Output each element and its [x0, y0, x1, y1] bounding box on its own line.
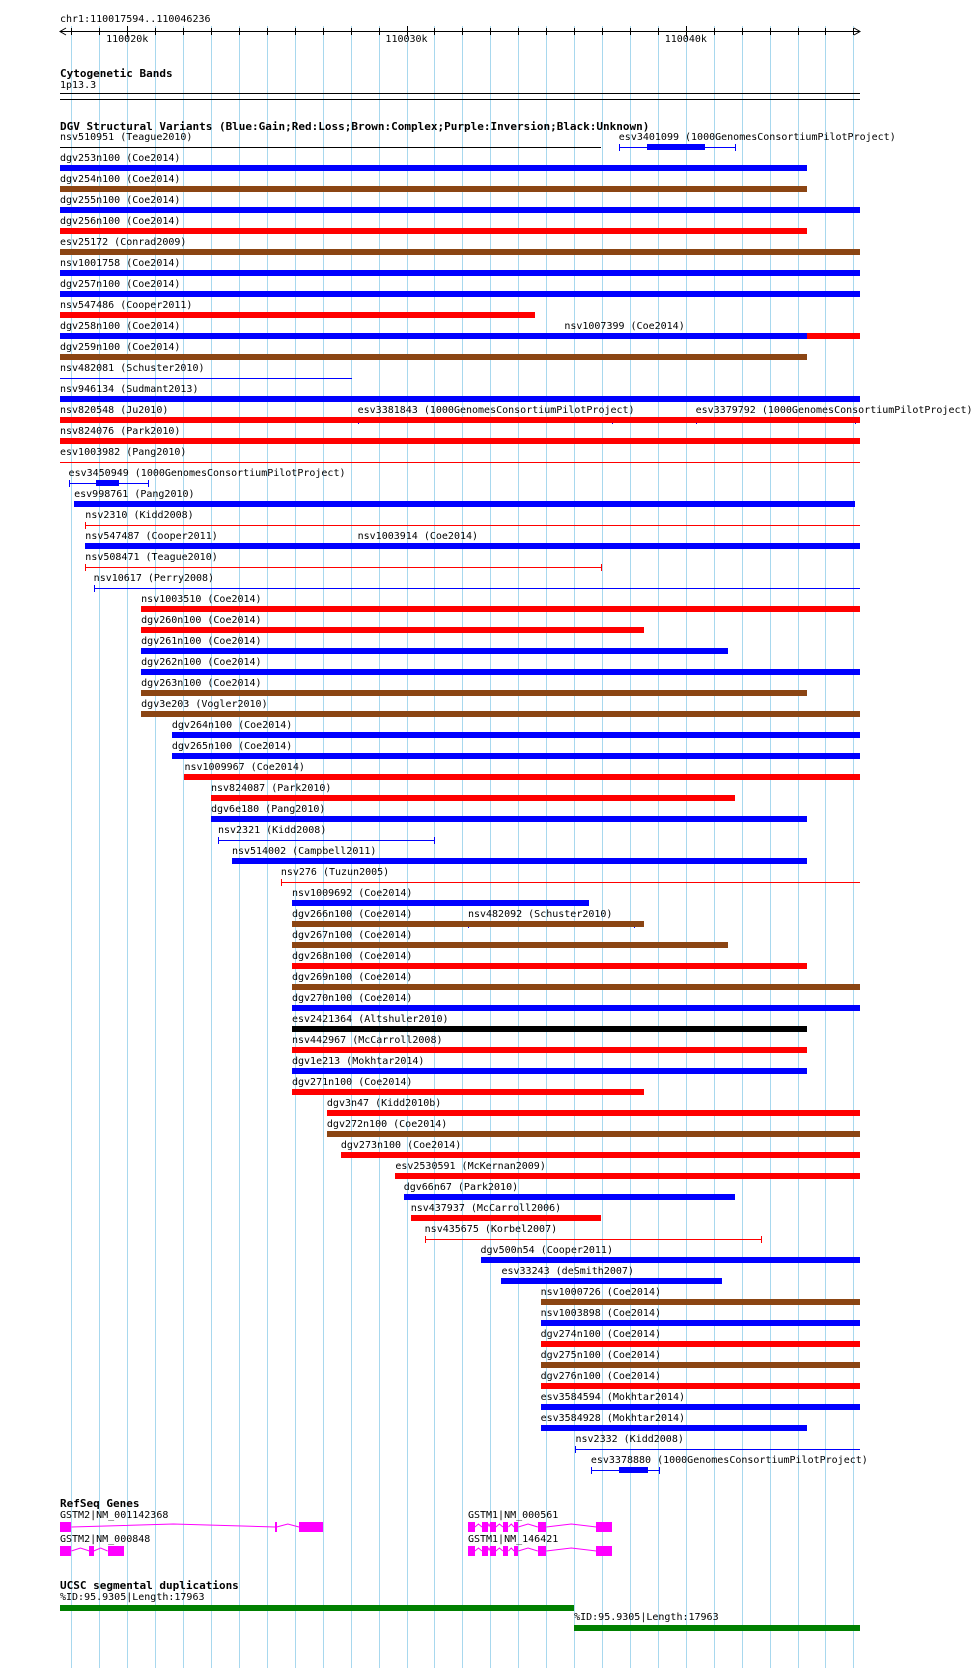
dgv-feature-bar[interactable] [232, 858, 807, 864]
dgv-feature-label: esv3584594 (Mokhtar2014) [540, 1392, 686, 1403]
refseq-gene-label: GSTM2|NM_001142368 [60, 1510, 169, 1521]
segdup-bar[interactable] [574, 1625, 860, 1631]
dgv-feature-label: dgv276n100 (Coe2014) [540, 1371, 661, 1382]
dgv-feature-label: nsv1001758 (Coe2014) [60, 258, 181, 269]
dgv-feature-label: esv3381843 (1000GenomesConsortiumPilotProject) [357, 405, 635, 416]
dgv-feature-label: esv998761 (Pang2010) [74, 489, 195, 500]
refseq-exon[interactable] [299, 1522, 323, 1532]
dgv-feature-label: nsv547486 (Cooper2011) [60, 300, 193, 311]
dgv-feature-cap [659, 1467, 660, 1474]
dgv-feature-line[interactable] [60, 147, 601, 148]
dgv-feature-bar[interactable] [141, 606, 860, 612]
dgv-feature-label: nsv1007399 (Coe2014) [564, 321, 685, 332]
refseq-exon[interactable] [596, 1546, 611, 1556]
dgv-feature-label: dgv500n54 (Cooper2011) [480, 1245, 613, 1256]
segdup-label: %ID:95.9305|Length:17963 [60, 1592, 205, 1603]
dgv-feature-bar[interactable] [85, 543, 860, 549]
dgv-feature-line[interactable] [60, 378, 352, 379]
dgv-feature-label: dgv6e180 (Pang2010) [210, 804, 326, 815]
dgv-feature-label: esv3378880 (1000GenomesConsortiumPilotProject) [590, 1455, 868, 1466]
dgv-feature-cap [85, 522, 86, 529]
refseq-track-title: RefSeq Genes [60, 1497, 140, 1510]
dgv-feature-label: esv33243 (deSmith2007) [501, 1266, 634, 1277]
dgv-feature-bar[interactable] [141, 627, 644, 633]
dgv-feature-label: nsv2332 (Kidd2008) [575, 1434, 684, 1445]
dgv-feature-label: nsv2310 (Kidd2008) [85, 510, 194, 521]
dgv-feature-label: dgv263n100 (Coe2014) [141, 678, 262, 689]
dgv-feature-cap [281, 879, 282, 886]
ruler-tick-label: 110020k [106, 34, 149, 45]
dgv-feature-label: nsv510951 (Teague2010) [60, 132, 193, 143]
dgv-feature-label: nsv482081 (Schuster2010) [60, 363, 205, 374]
dgv-feature-bar[interactable] [541, 1320, 860, 1326]
dgv-feature-line[interactable] [281, 882, 860, 883]
dgv-feature-cap [94, 585, 95, 592]
dgv-feature-bar[interactable] [60, 312, 535, 318]
dgv-feature-label: dgv257n100 (Coe2014) [60, 279, 181, 290]
dgv-feature-cap [69, 480, 70, 487]
dgv-feature-line[interactable] [218, 840, 434, 841]
dgv-feature-label: dgv275n100 (Coe2014) [540, 1350, 661, 1361]
dgv-feature-bar[interactable] [60, 228, 807, 234]
dgv-feature-bar[interactable] [60, 291, 860, 297]
dgv-feature-label: nsv1003914 (Coe2014) [357, 531, 479, 542]
refseq-exon[interactable] [503, 1522, 509, 1532]
refseq-exon[interactable] [468, 1546, 475, 1556]
cytoband-label: 1p13.3 [60, 80, 97, 91]
dgv-feature-label: esv2421364 (Altshuler2010) [291, 1014, 449, 1025]
dgv-feature-bar[interactable] [141, 690, 807, 696]
dgv-feature-bar[interactable] [541, 1341, 860, 1347]
dgv-feature-label: dgv268n100 (Coe2014) [291, 951, 413, 962]
ruler-location: chr1:110017594..110046236 [60, 14, 211, 25]
dgv-feature-bar[interactable] [292, 921, 644, 927]
dgv-feature-bar[interactable] [541, 1362, 860, 1368]
dgv-feature-label: nsv276 (Tuzun2005) [280, 867, 390, 878]
dgv-feature-core[interactable] [619, 1467, 648, 1473]
refseq-exon[interactable] [89, 1546, 93, 1556]
refseq-exon[interactable] [60, 1522, 71, 1532]
refseq-exon[interactable] [490, 1546, 496, 1556]
dgv-feature-bar[interactable] [141, 669, 860, 675]
dgv-feature-bar[interactable] [60, 396, 860, 402]
dgv-feature-label: dgv260n100 (Coe2014) [141, 615, 262, 626]
dgv-feature-bar[interactable] [211, 816, 807, 822]
dgv-feature-bar[interactable] [60, 270, 860, 276]
dgv-feature-bar[interactable] [292, 963, 807, 969]
dgv-feature-label: dgv274n100 (Coe2014) [540, 1329, 661, 1340]
dgv-feature-label: dgv262n100 (Coe2014) [141, 657, 262, 668]
dgv-feature-label: nsv482092 (Schuster2010) [467, 909, 613, 920]
dgv-feature-bar[interactable] [292, 1068, 807, 1074]
dgv-feature-label: dgv267n100 (Coe2014) [291, 930, 413, 941]
dgv-feature-bar[interactable] [184, 774, 860, 780]
dgv-feature-bar[interactable] [541, 1299, 860, 1305]
cytoband-track-title: Cytogenetic Bands [60, 67, 173, 80]
dgv-feature-label: nsv1009967 (Coe2014) [184, 762, 305, 773]
refseq-exon[interactable] [503, 1546, 509, 1556]
dgv-feature-bar[interactable] [292, 1047, 807, 1053]
dgv-feature-label: dgv264n100 (Coe2014) [171, 720, 293, 731]
dgv-feature-cap [619, 144, 620, 151]
dgv-feature-label: dgv270n100 (Coe2014) [291, 993, 413, 1004]
segdup-bar[interactable] [60, 1605, 574, 1611]
dgv-feature-label: nsv508471 (Teague2010) [85, 552, 218, 563]
dgv-feature-label: dgv66n67 (Park2010) [403, 1182, 519, 1193]
dgv-feature-label: nsv435675 (Korbel2007) [424, 1224, 558, 1235]
dgv-feature-bar[interactable] [395, 1173, 860, 1179]
refseq-gene-label: GSTM1|NM_000561 [467, 1510, 559, 1521]
dgv-feature-label: dgv265n100 (Coe2014) [171, 741, 293, 752]
dgv-feature-bar[interactable] [292, 1089, 644, 1095]
dgv-feature-cap [591, 1467, 592, 1474]
dgv-feature-label: dgv254n100 (Coe2014) [60, 174, 181, 185]
dgv-feature-label: dgv3e203 (Vogler2010) [141, 699, 268, 710]
dgv-feature-core[interactable] [96, 480, 118, 486]
dgv-feature-bar[interactable] [541, 1425, 808, 1431]
dgv-feature-label: dgv259n100 (Coe2014) [60, 342, 181, 353]
dgv-feature-label: nsv442967 (McCarroll2008) [291, 1035, 443, 1046]
dgv-feature-line[interactable] [425, 1239, 762, 1240]
refseq-exon[interactable] [514, 1546, 518, 1556]
dgv-feature-bar[interactable] [172, 753, 860, 759]
dgv-feature-label: esv3379792 (1000GenomesConsortiumPilotProject) [695, 405, 973, 416]
dgv-feature-bar[interactable] [60, 438, 860, 444]
dgv-feature-line[interactable] [60, 462, 860, 463]
dgv-feature-label: dgv255n100 (Coe2014) [60, 195, 181, 206]
refseq-exon[interactable] [538, 1522, 546, 1532]
dgv-feature-bar[interactable] [60, 354, 807, 360]
dgv-feature-bar[interactable] [292, 1005, 860, 1011]
dgv-feature-label: esv2530591 (McKernan2009) [395, 1161, 546, 1172]
dgv-track-title: DGV Structural Variants (Blue:Gain;Red:Loss;Brown:Complex;Purple:Inversion;Black:Unknown) [60, 120, 650, 133]
dgv-feature-cap [575, 1446, 576, 1453]
dgv-feature-label: nsv10617 (Perry2008) [93, 573, 215, 584]
dgv-feature-bar[interactable] [292, 942, 728, 948]
dgv-feature-cap [85, 564, 86, 571]
dgv-feature-bar[interactable] [74, 501, 855, 507]
dgv-feature-bar[interactable] [292, 900, 589, 906]
dgv-feature-label: nsv946134 (Sudmant2013) [60, 384, 199, 395]
refseq-exon[interactable] [490, 1522, 496, 1532]
refseq-gene-label: GSTM1|NM_146421 [467, 1534, 559, 1545]
refseq-exon[interactable] [108, 1546, 125, 1556]
dgv-feature-label: nsv1009692 (Coe2014) [291, 888, 413, 899]
dgv-feature-label: dgv273n100 (Coe2014) [340, 1140, 462, 1151]
dgv-feature-cap [425, 1236, 426, 1243]
refseq-exon[interactable] [482, 1522, 488, 1532]
dgv-feature-label: esv3450949 (1000GenomesConsortiumPilotProject) [68, 468, 346, 479]
dgv-feature-label: nsv1003510 (Coe2014) [141, 594, 262, 605]
dgv-feature-bar[interactable] [60, 186, 807, 192]
dgv-feature-line[interactable] [85, 525, 860, 526]
dgv-feature-bar[interactable] [292, 1026, 807, 1032]
refseq-exon[interactable] [596, 1522, 611, 1532]
dgv-feature-label: dgv269n100 (Coe2014) [291, 972, 413, 983]
segdup-label: %ID:95.9305|Length:17963 [574, 1612, 719, 1623]
dgv-feature-label: esv1003982 (Pang2010) [60, 447, 187, 458]
dgv-feature-bar[interactable] [411, 1215, 601, 1221]
dgv-feature-line[interactable] [85, 567, 600, 568]
dgv-feature-bar[interactable] [501, 1278, 722, 1284]
dgv-feature-line[interactable] [575, 1449, 860, 1450]
dgv-feature-label: esv3401099 (1000GenomesConsortiumPilotProject) [618, 132, 896, 143]
dgv-feature-bar[interactable] [172, 732, 860, 738]
dgv-feature-label: esv3584928 (Mokhtar2014) [540, 1413, 686, 1424]
dgv-feature-label: nsv824076 (Park2010) [60, 426, 181, 437]
dgv-feature-label: dgv266n100 (Coe2014) [291, 909, 413, 920]
dgv-feature-label: nsv824087 (Park2010) [210, 783, 332, 794]
dgv-feature-bar[interactable] [141, 711, 860, 717]
dgv-feature-bar[interactable] [341, 1152, 860, 1158]
ruler-tick-label: 110030k [385, 34, 428, 45]
refseq-exon[interactable] [538, 1546, 546, 1556]
dgv-feature-bar[interactable] [292, 984, 860, 990]
dgv-feature-bar[interactable] [141, 648, 728, 654]
dgv-feature-bar[interactable] [60, 249, 860, 255]
dgv-feature-label: dgv272n100 (Coe2014) [326, 1119, 448, 1130]
dgv-feature-label: nsv2321 (Kidd2008) [217, 825, 327, 836]
dgv-feature-label: dgv3n47 (Kidd2010b) [326, 1098, 442, 1109]
dgv-feature-bar[interactable] [60, 207, 860, 213]
dgv-feature-label: dgv253n100 (Coe2014) [60, 153, 181, 164]
dgv-feature-cap [761, 1236, 762, 1243]
dgv-feature-bar[interactable] [541, 1404, 860, 1410]
dgv-feature-label: esv25172 (Conrad2009) [60, 237, 187, 248]
dgv-feature-label: nsv820548 (Ju2010) [60, 405, 169, 416]
dgv-feature-bar[interactable] [327, 1131, 860, 1137]
refseq-exon[interactable] [275, 1522, 277, 1532]
dgv-feature-bar[interactable] [211, 795, 735, 801]
segdup-track-title: UCSC segmental duplications [60, 1579, 239, 1592]
dgv-feature-label: nsv514002 (Campbell2011) [231, 846, 377, 857]
refseq-exon[interactable] [482, 1546, 488, 1556]
refseq-intron [71, 1524, 299, 1527]
refseq-exon[interactable] [60, 1546, 71, 1556]
dgv-feature-bar[interactable] [541, 1383, 860, 1389]
dgv-feature-bar[interactable] [60, 333, 807, 339]
dgv-feature-label: nsv437937 (McCarroll2006) [410, 1203, 562, 1214]
dgv-feature-label: nsv547487 (Cooper2011) [85, 531, 218, 542]
dgv-feature-label: dgv1e213 (Mokhtar2014) [291, 1056, 425, 1067]
ruler-tick-label: 110040k [664, 34, 707, 45]
dgv-feature-bar[interactable] [327, 1110, 860, 1116]
dgv-feature-label: dgv261n100 (Coe2014) [141, 636, 262, 647]
dgv-feature-cap [218, 837, 219, 844]
dgv-feature-bar[interactable] [481, 1257, 860, 1263]
dgv-feature-bar[interactable] [60, 165, 807, 171]
refseq-gene-label: GSTM2|NM_000848 [60, 1534, 151, 1545]
dgv-feature-bar[interactable] [60, 417, 860, 423]
dgv-feature-bar[interactable] [404, 1194, 735, 1200]
dgv-feature-label: nsv1003898 (Coe2014) [540, 1308, 661, 1319]
dgv-feature-label: dgv271n100 (Coe2014) [291, 1077, 413, 1088]
dgv-feature-cap [735, 144, 736, 151]
dgv-feature-line[interactable] [94, 588, 860, 589]
dgv-feature-label: dgv256n100 (Coe2014) [60, 216, 181, 227]
dgv-feature-core[interactable] [647, 144, 706, 150]
dgv-feature-label: dgv258n100 (Coe2014) [60, 321, 181, 332]
refseq-exon[interactable] [514, 1522, 518, 1532]
refseq-exon[interactable] [468, 1522, 475, 1532]
dgv-feature-cap [601, 564, 602, 571]
dgv-feature-cap [434, 837, 435, 844]
dgv-feature-cap [148, 480, 149, 487]
dgv-feature-label: nsv1000726 (Coe2014) [540, 1287, 661, 1298]
